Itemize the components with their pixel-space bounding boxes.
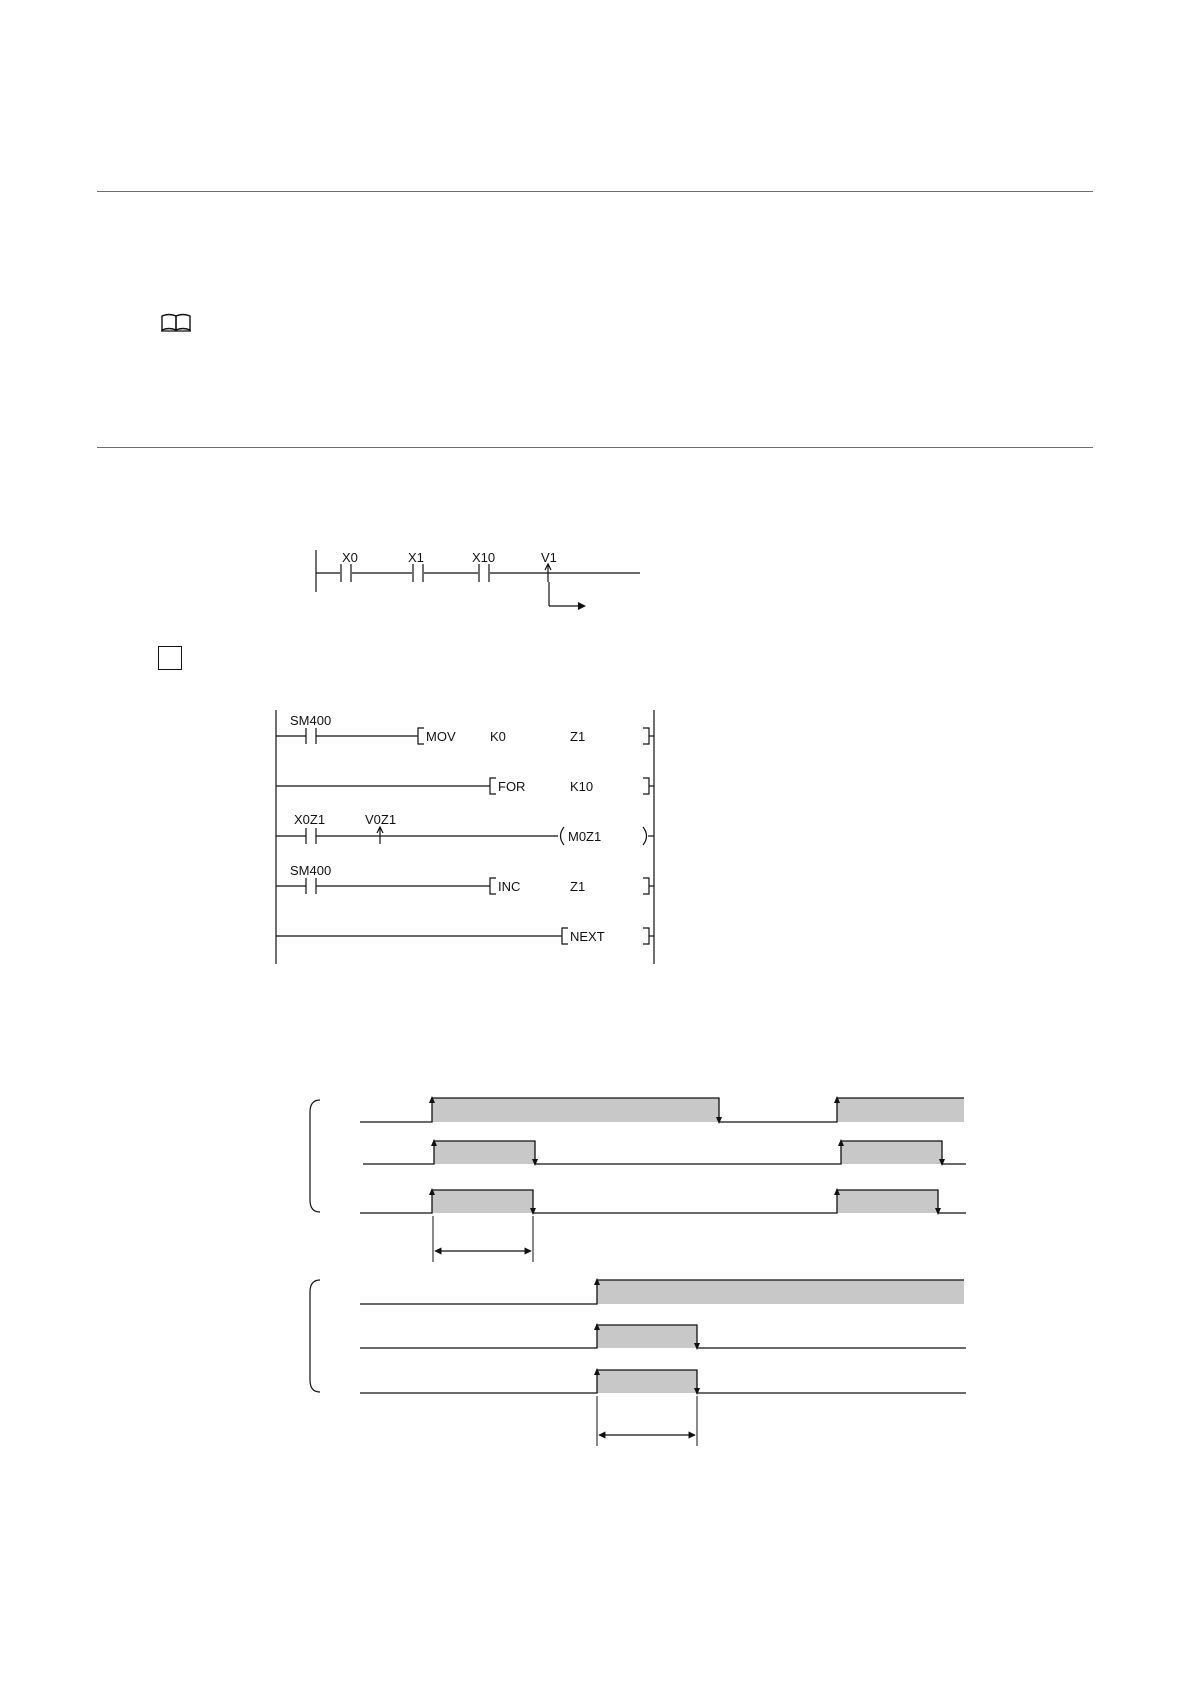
contact-label-x0: X0 bbox=[342, 550, 358, 565]
contact-label-x10: X10 bbox=[472, 550, 496, 565]
signal-5 bbox=[360, 1323, 966, 1350]
rung-2-instruction: FOR bbox=[498, 779, 526, 794]
group-1-brace bbox=[310, 1100, 320, 1212]
signal-4 bbox=[360, 1278, 964, 1304]
manual-book-icon bbox=[160, 313, 194, 333]
rung-5-instruction: NEXT bbox=[570, 929, 605, 944]
rung-2 bbox=[276, 778, 654, 794]
step-checkbox bbox=[158, 646, 182, 670]
contact-label-x1: X1 bbox=[408, 550, 424, 565]
rung-3 bbox=[276, 812, 654, 845]
rung-4-operand-1: Z1 bbox=[570, 879, 586, 894]
contact-diagram bbox=[300, 548, 640, 620]
rung-4 bbox=[276, 863, 654, 894]
rung-1-operand-1: K0 bbox=[490, 729, 506, 744]
signal-3 bbox=[360, 1188, 966, 1215]
arrow-right-icon bbox=[578, 602, 586, 610]
signal-6 bbox=[360, 1368, 966, 1395]
group-2-brace bbox=[310, 1280, 320, 1392]
contact-x0 bbox=[340, 550, 358, 582]
duration-2 bbox=[597, 1396, 697, 1446]
contact-v1 bbox=[541, 550, 557, 582]
middle-section-rule bbox=[97, 447, 1093, 448]
contact-x1 bbox=[408, 550, 424, 582]
duration-1 bbox=[433, 1216, 533, 1262]
rung-4-instruction: INC bbox=[498, 879, 521, 894]
rung-3-contact: X0Z1 bbox=[294, 812, 326, 827]
rung-1 bbox=[276, 713, 654, 744]
rung-5 bbox=[276, 928, 654, 944]
rung-1-instruction: MOV bbox=[426, 729, 456, 744]
rung-3-pulse-contact: V0Z1 bbox=[365, 812, 397, 827]
signal-2 bbox=[363, 1139, 966, 1166]
ladder-program bbox=[268, 706, 668, 966]
timing-chart bbox=[300, 1080, 980, 1450]
signal-1 bbox=[360, 1096, 964, 1124]
rung-1-operand-2: Z1 bbox=[570, 729, 586, 744]
rung-4-contact: SM400 bbox=[290, 863, 332, 878]
contact-label-v1: V1 bbox=[541, 550, 557, 565]
rung-3-coil: M0Z1 bbox=[568, 829, 602, 844]
rung-1-contact: SM400 bbox=[290, 713, 332, 728]
top-section-rule bbox=[97, 191, 1093, 192]
rung-2-operand-1: K10 bbox=[570, 779, 594, 794]
contact-x10 bbox=[472, 550, 495, 582]
